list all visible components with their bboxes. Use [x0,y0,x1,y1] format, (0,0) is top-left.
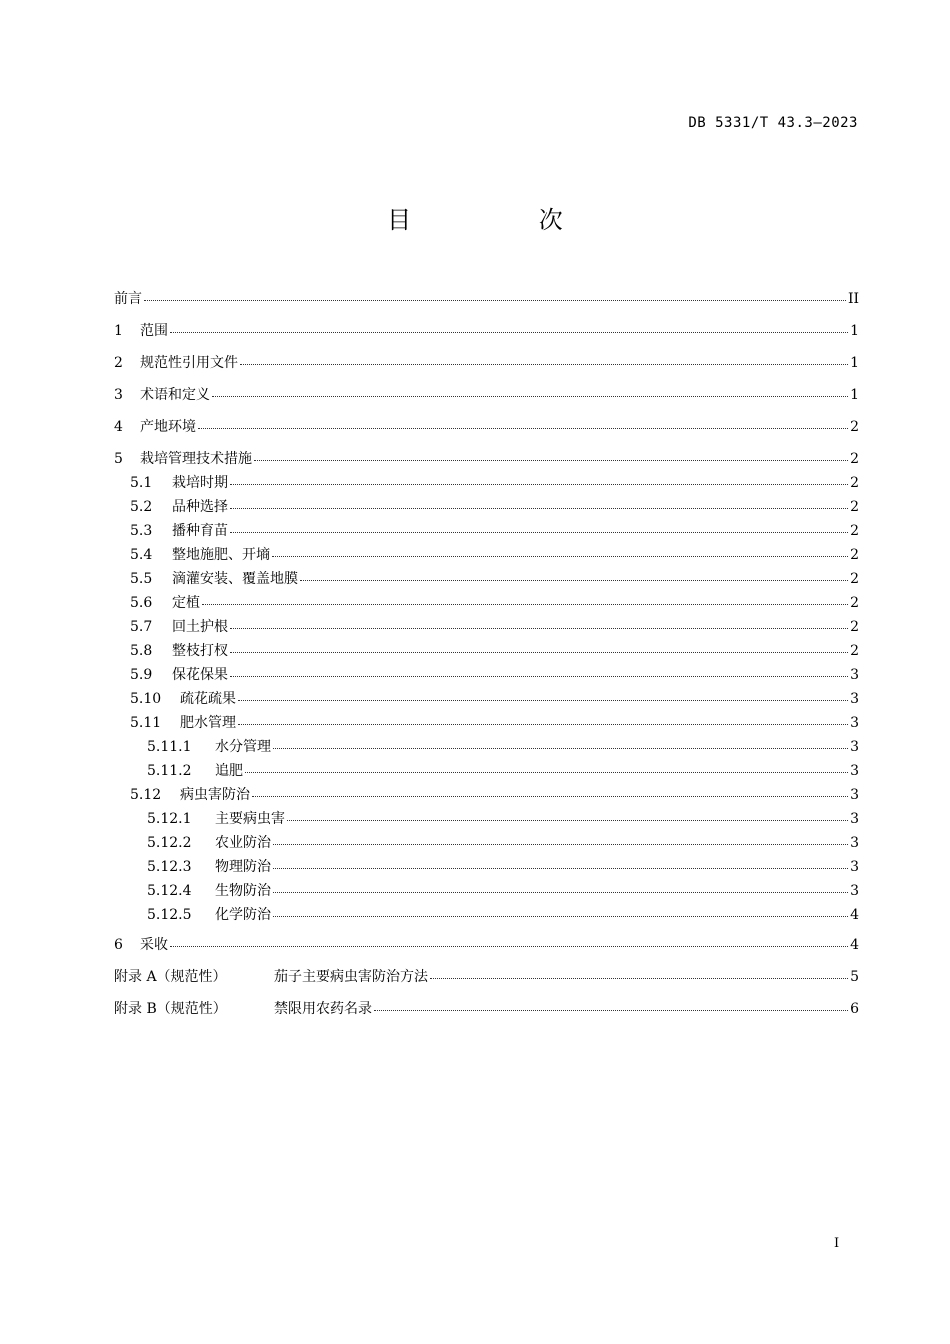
toc-leader-dots [170,936,848,947]
toc-label: 产地环境 [140,419,196,435]
toc-entry-section-5-6[interactable] [114,592,859,616]
toc-entry-chapter-4[interactable] [114,416,859,448]
toc-leader-dots [230,618,848,629]
toc-entry-chapter-3[interactable] [114,384,859,416]
toc-entry-section-5-11[interactable] [114,712,859,736]
toc-entry-chapter-6[interactable] [114,934,859,966]
toc-leader-dots [230,522,848,533]
toc-number: 6 [114,937,123,953]
toc-leader-dots [252,786,848,797]
toc-entry-section-5-5[interactable] [114,568,859,592]
toc-leader-dots [300,570,848,581]
toc-label: 采收 [140,937,168,953]
toc-label: 滴灌安装、覆盖地膜 [172,571,298,587]
toc-page: 2 [850,643,859,659]
toc-number: 2 [114,355,123,371]
toc-entry-subsection-5-12-3[interactable] [114,856,859,880]
toc-entry-section-5-1[interactable] [114,472,859,496]
toc-page: 3 [850,883,859,899]
toc-number: 5.1 [130,475,153,491]
toc-page: 2 [850,619,859,635]
toc-label: 追肥 [215,763,243,779]
toc-label: 化学防治 [215,907,271,923]
toc-label: 保花保果 [172,667,228,683]
toc-leader-dots [144,290,846,301]
toc-number: 附录 B（规范性） [114,1001,227,1017]
toc-entry-section-5-9[interactable] [114,664,859,688]
toc-number: 5.12.3 [147,859,192,875]
toc-number: 5.9 [130,667,153,683]
toc-page: 6 [850,1001,859,1017]
toc-entry-subsection-5-12-4[interactable] [114,880,859,904]
toc-page: 1 [850,323,859,339]
toc-page: 2 [850,419,859,435]
table-of-contents [114,288,859,1030]
toc-leader-dots [202,594,848,605]
toc-leader-dots [212,386,848,397]
toc-label: 整枝打杈 [172,643,228,659]
toc-leader-dots [230,498,848,509]
toc-number: 5.11.1 [147,739,192,755]
toc-leader-dots [245,762,848,773]
toc-entry-chapter-2[interactable] [114,352,859,384]
toc-leader-dots [273,882,848,893]
toc-entry-appendix-a[interactable] [114,966,859,998]
toc-entry-section-5-10[interactable] [114,688,859,712]
toc-label: 肥水管理 [180,715,236,731]
toc-label: 回土护根 [172,619,228,635]
toc-page: II [847,291,859,307]
toc-leader-dots [170,322,848,333]
toc-entry-section-5-2[interactable] [114,496,859,520]
toc-leader-dots [430,968,848,979]
toc-leader-dots [273,834,848,845]
toc-label: 禁限用农药名录 [274,1001,372,1017]
toc-number: 5.5 [130,571,153,587]
page-number: I [834,1236,840,1251]
toc-number: 5.11.2 [147,763,192,779]
toc-number: 5.7 [130,619,153,635]
toc-number: 4 [114,419,123,435]
toc-page: 3 [850,715,859,731]
toc-label: 生物防治 [215,883,271,899]
toc-leader-dots [230,474,848,485]
toc-page: 3 [850,835,859,851]
toc-page: 2 [850,547,859,563]
toc-leader-dots [238,714,848,725]
toc-label: 前言 [114,291,142,307]
toc-entry-subsection-5-12-5[interactable] [114,904,859,928]
toc-number: 1 [114,323,123,339]
toc-label: 主要病虫害 [215,811,285,827]
toc-page: 4 [850,907,859,923]
toc-number: 5.11 [130,715,162,731]
toc-number: 5.12.5 [147,907,192,923]
toc-leader-dots [374,1000,848,1011]
toc-page: 1 [850,387,859,403]
toc-label: 品种选择 [172,499,228,515]
toc-page: 3 [850,763,859,779]
toc-page: 2 [850,451,859,467]
toc-label: 病虫害防治 [180,787,250,803]
toc-number: 5.3 [130,523,153,539]
toc-label: 范围 [140,323,168,339]
toc-leader-dots [198,418,848,429]
toc-number: 5 [114,451,123,467]
toc-page: 3 [850,787,859,803]
toc-entry-section-5-12[interactable] [114,784,859,808]
toc-number: 5.6 [130,595,153,611]
toc-entry-section-5-4[interactable] [114,544,859,568]
toc-page: 2 [850,475,859,491]
toc-page: 3 [850,811,859,827]
toc-entry-section-5-3[interactable] [114,520,859,544]
toc-leader-dots [230,666,848,677]
toc-page: 2 [850,523,859,539]
toc-page: 3 [850,691,859,707]
toc-label: 水分管理 [215,739,271,755]
toc-page: 4 [850,937,859,953]
toc-label: 栽培时期 [172,475,228,491]
toc-page: 3 [850,859,859,875]
toc-number: 5.12 [130,787,162,803]
toc-entry-appendix-b[interactable] [114,998,859,1030]
toc-label: 茄子主要病虫害防治方法 [274,969,428,985]
toc-label: 物理防治 [215,859,271,875]
toc-entry-section-5-7[interactable] [114,616,859,640]
toc-label: 栽培管理技术措施 [140,451,252,467]
toc-leader-dots [238,690,848,701]
toc-label: 规范性引用文件 [140,355,238,371]
toc-entry-subsection-5-11-2[interactable] [114,760,859,784]
document-code: DB 5331/T 43.3—2023 [688,115,858,131]
toc-entry-section-5-8[interactable] [114,640,859,664]
toc-number: 3 [114,387,123,403]
toc-label: 定植 [172,595,200,611]
toc-page: 5 [850,969,859,985]
toc-number: 5.4 [130,547,153,563]
toc-entry-chapter-1[interactable] [114,320,859,352]
toc-label: 疏花疏果 [180,691,236,707]
toc-page: 2 [850,595,859,611]
toc-entry-preface[interactable] [114,288,859,320]
page-title: 目 次 [387,206,623,234]
toc-leader-dots [273,858,848,869]
toc-entry-chapter-5[interactable] [114,448,859,472]
toc-leader-dots [254,450,848,461]
toc-leader-dots [272,546,848,557]
toc-page: 3 [850,739,859,755]
toc-page: 2 [850,571,859,587]
toc-leader-dots [287,810,848,821]
toc-leader-dots [230,642,848,653]
toc-number: 5.12.1 [147,811,192,827]
toc-number: 5.8 [130,643,153,659]
toc-leader-dots [240,354,848,365]
toc-label: 整地施肥、开墒 [172,547,270,563]
toc-entry-subsection-5-12-1[interactable] [114,808,859,832]
toc-leader-dots [273,906,848,917]
toc-page: 2 [850,499,859,515]
toc-label: 术语和定义 [140,387,210,403]
toc-page: 3 [850,667,859,683]
toc-entry-subsection-5-11-1[interactable] [114,736,859,760]
toc-label: 播种育苗 [172,523,228,539]
toc-leader-dots [273,738,848,749]
toc-number: 5.12.2 [147,835,192,851]
toc-number: 5.2 [130,499,153,515]
toc-page: 1 [850,355,859,371]
toc-label: 农业防治 [215,835,271,851]
toc-number: 附录 A（规范性） [114,969,227,985]
toc-entry-subsection-5-12-2[interactable] [114,832,859,856]
toc-number: 5.12.4 [147,883,192,899]
toc-number: 5.10 [130,691,162,707]
